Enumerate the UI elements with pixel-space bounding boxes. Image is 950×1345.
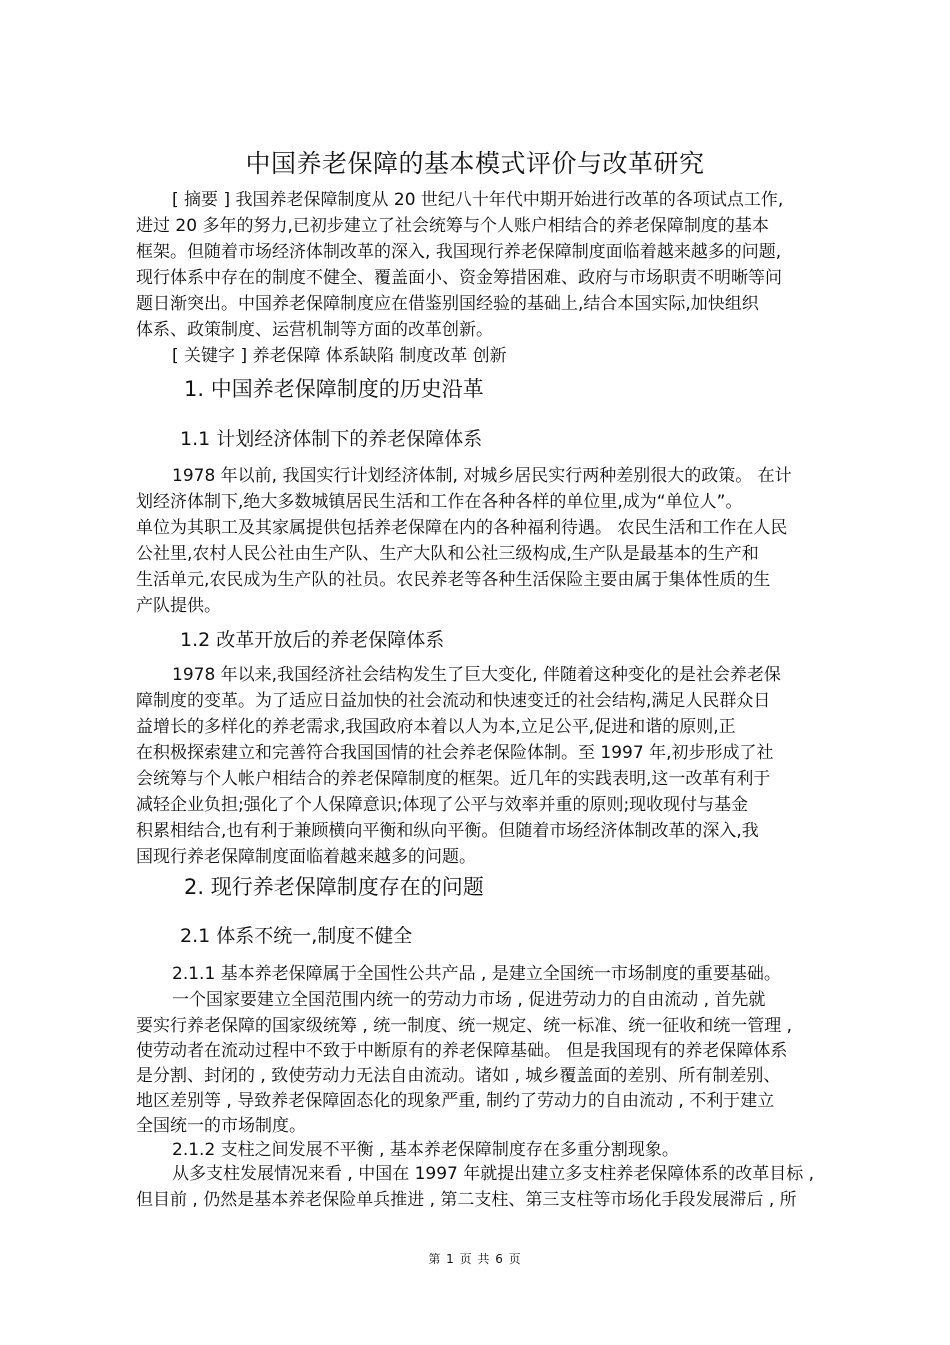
body-line: 1978 年以前, 我国实行计划经济体制, 对城乡居民实行两种差别很大的政策。 在计 [172, 466, 792, 486]
section-heading: 1. 中国养老保障制度的历史沿革 [184, 377, 484, 401]
body-line: 障制度的变革。为了适应日益加快的社会流动和快速变迁的社会结构,满足人民群众日 [136, 691, 771, 711]
abstract-line: 体系、政策制度、运营机制等方面的改革创新。 [136, 320, 493, 340]
abstract-line: 现行体系中存在的制度不健全、覆盖面小、资金筹措困难、政府与市场职责不明晰等问 [136, 268, 782, 288]
body-line: 2.1.2 支柱之间发展不平衡 , 基本养老保障制度存在多重分割现象。 [172, 1140, 679, 1160]
abstract-line: 框架。但随着市场经济体制改革的深入, 我国现行养老保障制度面临着越来越多的问题, [136, 242, 782, 262]
subsection-heading: 1.2 改革开放后的养老保障体系 [180, 629, 445, 651]
page-title: 中国养老保障的基本模式评价与改革研究 [245, 149, 705, 178]
subsection-heading: 2.1 体系不统一,制度不健全 [180, 925, 413, 947]
page-footer: 第 1 页 共 6 页 [428, 1252, 522, 1266]
keywords-line: [ 关键字 ] 养老保障 体系缺陷 制度改革 创新 [172, 346, 507, 366]
body-line: 一个国家要建立全国范围内统一的劳动力市场 , 促进劳动力的自由流动 , 首先就 [172, 990, 766, 1010]
body-line: 生活单元,农民成为生产队的社员。农民养老等各种生活保险主要由属于集体性质的生 [136, 570, 771, 590]
section-heading: 2. 现行养老保障制度存在的问题 [184, 875, 484, 899]
body-line: 益增长的多样化的养老需求,我国政府本着以人为本,立足公平,促进和谐的原则,正 [136, 717, 736, 737]
body-line: 使劳动者在流动过程中不致于中断原有的养老保障基础。 但是我国现有的养老保障体系 [136, 1041, 788, 1061]
abstract-line: [ 摘要 ] 我国养老保障制度从 20 世纪八十年代中期开始进行改革的各项试点工作, [172, 190, 784, 210]
body-line: 国现行养老保障制度面临着越来越多的问题。 [136, 847, 476, 867]
body-line: 单位为其职工及其家属提供包括养老保障在内的各种福利待遇。 农民生活和工作在人民 [136, 518, 788, 538]
abstract-line: 题日渐突出。中国养老保障制度应在借鉴别国经验的基础上,结合本国实际,加快组织 [136, 294, 759, 314]
body-line: 在积极探索建立和完善符合我国国情的社会养老保险体制。至 1997 年,初步形成了社 [136, 743, 774, 763]
body-line: 划经济体制下,绝大多数城镇居民生活和工作在各种各样的单位里,成为“单位人”。 [136, 492, 743, 512]
body-line: 地区差别等 , 导致养老保障固态化的现象严重, 制约了劳动力的自由流动 , 不利于建立 [136, 1091, 775, 1111]
body-line: 但目前 , 仍然是基本养老保险单兵推进 , 第二支柱、第三支柱等市场化手段发展滞后 , 所 [136, 1190, 797, 1210]
body-line: 2.1.1 基本养老保障属于全国性公共产品 , 是建立全国统一市场制度的重要基础。 [172, 964, 781, 984]
body-line: 要实行养老保障的国家级统筹 , 统一制度、统一规定、统一标准、统一征收和统一管理 , [136, 1016, 793, 1036]
subsection-heading: 1.1 计划经济体制下的养老保障体系 [180, 428, 483, 450]
body-line: 全国统一的市场制度。 [136, 1116, 306, 1136]
abstract-line: 进过 20 多年的努力,已初步建立了社会统筹与个人账户相结合的养老保障制度的基本 [136, 216, 769, 236]
body-line: 积累相结合,也有利于兼顾横向平衡和纵向平衡。但随着市场经济体制改革的深入,我 [136, 821, 759, 841]
body-line: 1978 年以来,我国经济社会结构发生了巨大变化, 伴随着这种变化的是社会养老保 [172, 665, 781, 685]
body-line: 减轻企业负担;强化了个人保障意识;体现了公平与效率并重的原则;现收现付与基金 [136, 795, 749, 815]
body-line: 公社里,农村人民公社由生产队、生产大队和公社三级构成,生产队是最基本的生产和 [136, 544, 759, 564]
body-line: 产队提供。 [136, 596, 221, 616]
body-line: 会统筹与个人帐户相结合的养老保障制度的框架。近几年的实践表明,这一改革有利于 [136, 769, 771, 789]
body-line: 从多支柱发展情况来看 , 中国在 1997 年就提出建立多支柱养老保障体系的改革目标 , [172, 1164, 815, 1184]
body-line: 是分割、封闭的 , 致使劳动力无法自由流动。诸如 , 城乡覆盖面的差别、所有制差别、 [136, 1066, 781, 1086]
